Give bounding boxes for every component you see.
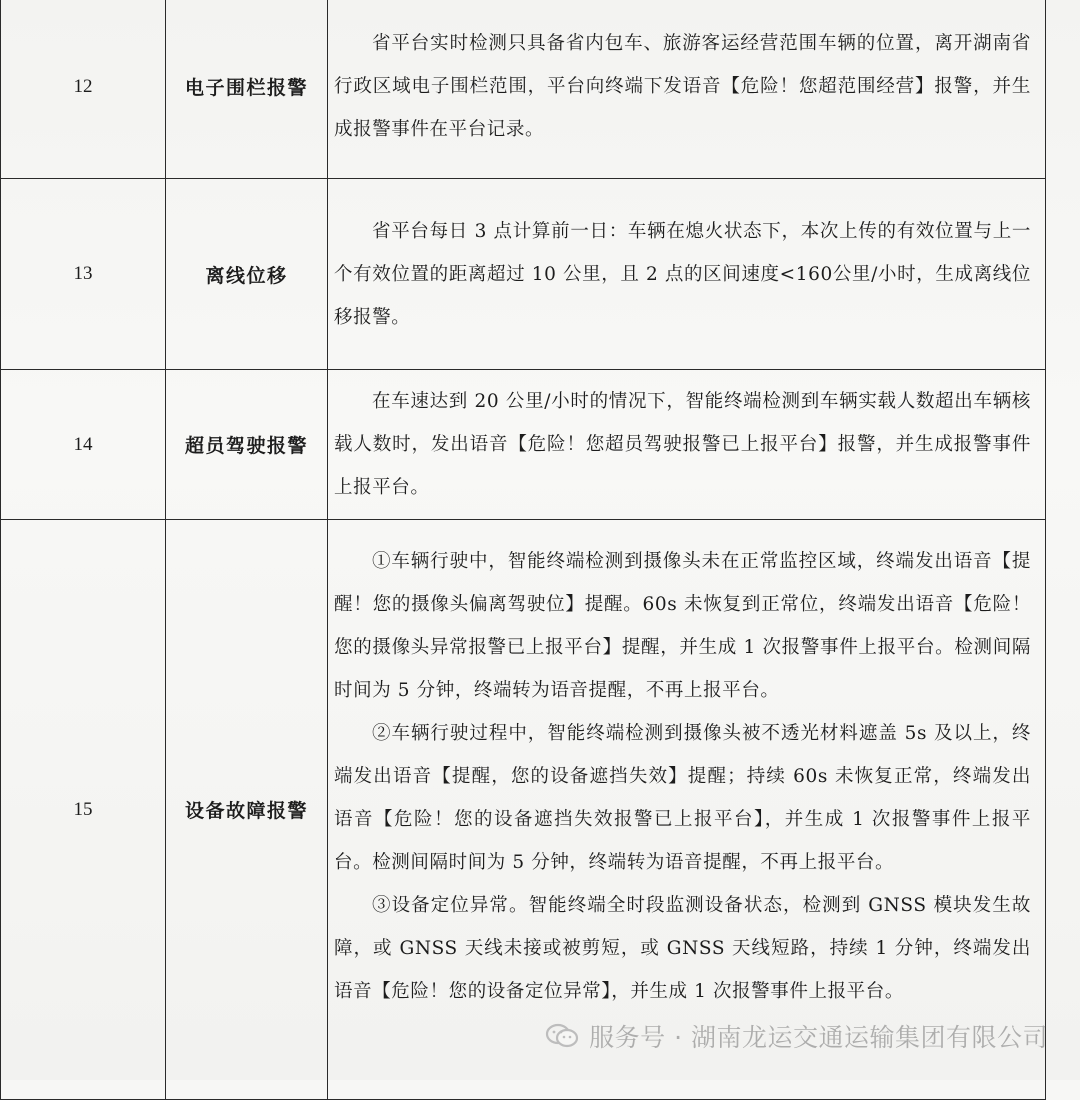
table-row [1,370,1046,520]
watermark [545,1018,1048,1054]
table-row [1,0,1046,179]
table-row [1,520,1046,1100]
alarm-name: 超员驾驶报警 [166,370,328,520]
row-number: 14 [1,370,166,520]
row-number: 15 [1,520,166,1100]
alarm-name: 离线位移 [166,179,328,370]
description-paragraph: 省平台实时检测只具备省内包车、旅游客运经营范围车辆的位置，离开湖南省行政区域电子围栏范围，平台向终端下发语音【危险！您超范围经营】报警，并生成报警事件在平台记录。 [334,33,1031,140]
alarm-description [328,0,1046,179]
description-paragraph: ②车辆行驶过程中，智能终端检测到摄像头被不透光材料遮盖 5s 及以上，终端发出语音【提醒，您的设备遮挡失效】提醒；持续 60s 未恢复正常，终端发出语音【危险！您的设备遮挡失效报警已上报平台】，并生成 1 次报警事件上报平台。检测间隔时间为 5 分钟，终端转为语音提醒，不再上报平台。 [334,723,1031,873]
alarm-description [328,520,1046,1100]
description-paragraph: ③设备定位异常。智能终端全时段监测设备状态，检测到 GNSS 模块发生故障，或 GNSS 天线未接或被剪短，或 GNSS 天线短路，持续 1 分钟，终端发出语音【危险！您的设备定位异常】，并生成 1 次报警事件上报平台。 [334,895,1031,1002]
row-number: 13 [1,179,166,370]
row-number: 12 [1,0,166,179]
description-paragraph: 省平台每日 3 点计算前一日：车辆在熄火状态下，本次上传的有效位置与上一个有效位置的距离超过 10 公里，且 2 点的区间速度<160公里/小时，生成离线位移报警。 [334,220,1031,328]
alarm-description [328,179,1046,370]
alarm-name: 设备故障报警 [166,520,328,1100]
description-paragraph: 在车速达到 20 公里/小时的情况下，智能终端检测到车辆实载人数超出车辆核载人数时，发出语音【危险！您超员驾驶报警已上报平台】报警，并生成报警事件上报平台。 [334,391,1031,498]
watermark-text: 服务号 · 湖南龙运交通运输集团有限公司 [589,1023,1048,1052]
alarm-name: 电子围栏报警 [166,0,328,179]
alarm-description [328,370,1046,520]
wechat-icon [545,1023,579,1049]
description-paragraph: ①车辆行驶中，智能终端检测到摄像头未在正常监控区域，终端发出语音【提醒！您的摄像头偏离驾驶位】提醒。60s 未恢复到正常位，终端发出语音【危险！您的摄像头异常报警已上报平台】提醒，并生成 1 次报警事件上报平台。检测间隔时间为 5 分钟，终端转为语音提醒，不再上报平台。 [334,551,1031,701]
table-row [1,179,1046,370]
